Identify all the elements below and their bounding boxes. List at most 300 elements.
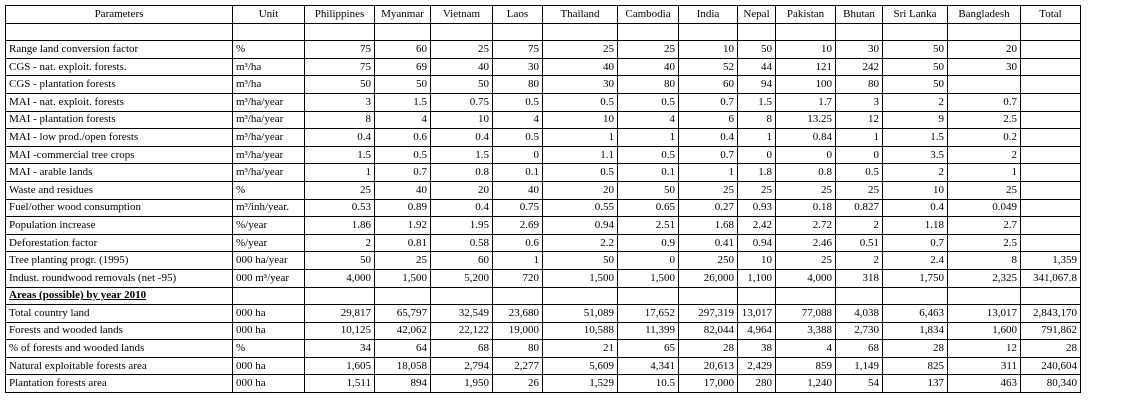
- value-cell: 94: [738, 76, 776, 94]
- column-header-sri-lanka: Sri Lanka: [883, 6, 948, 24]
- value-cell: 68: [836, 340, 883, 358]
- table-row: [6, 199, 1081, 217]
- value-cell: 137: [883, 375, 948, 393]
- value-cell: 0.4: [679, 129, 738, 147]
- value-cell: 12: [948, 340, 1021, 358]
- value-cell: 1.95: [431, 217, 493, 235]
- value-cell: 2: [305, 234, 375, 252]
- value-cell: 6: [679, 111, 738, 129]
- value-cell: 18,058: [375, 357, 431, 375]
- value-cell: 1: [738, 129, 776, 147]
- parameter-label: Natural exploitable forests area: [9, 359, 147, 372]
- value-cell: 40: [431, 58, 493, 76]
- value-cell: 25: [948, 181, 1021, 199]
- value-cell: 20: [948, 41, 1021, 59]
- table-row: [6, 93, 1081, 111]
- unit-cell: %/year: [233, 234, 305, 252]
- value-cell: 2,843,170: [1021, 305, 1081, 323]
- value-cell: 240,604: [1021, 357, 1081, 375]
- value-cell: 13.25: [776, 111, 836, 129]
- value-cell: 50: [431, 76, 493, 94]
- value-cell: 50: [543, 252, 618, 270]
- value-cell: [1021, 164, 1081, 182]
- value-cell: 0.7: [948, 93, 1021, 111]
- table-row: [6, 269, 1081, 287]
- value-cell: [1021, 181, 1081, 199]
- table-row: [6, 146, 1081, 164]
- column-header-laos: Laos: [493, 6, 543, 24]
- value-cell: 40: [618, 58, 679, 76]
- unit-cell: 000 ha: [233, 357, 305, 375]
- value-cell: 341,067.8: [1021, 269, 1081, 287]
- value-cell: 0.41: [679, 234, 738, 252]
- parameter-cell: [6, 41, 233, 59]
- value-cell: 50: [618, 181, 679, 199]
- parameter-cell: [6, 305, 233, 323]
- value-cell: 1,500: [618, 269, 679, 287]
- value-cell: [618, 287, 679, 305]
- value-cell: 60: [679, 76, 738, 94]
- column-header-india: India: [679, 6, 738, 24]
- value-cell: 1,500: [375, 269, 431, 287]
- value-cell: 1.5: [738, 93, 776, 111]
- parameter-cell: [6, 269, 233, 287]
- value-cell: 28: [883, 340, 948, 358]
- parameter-label: Waste and residues: [9, 183, 94, 196]
- parameter-label: CGS - plantation forests: [9, 78, 116, 91]
- value-cell: [493, 287, 543, 305]
- parameter-label: Range land conversion factor: [9, 42, 139, 55]
- value-cell: 8: [948, 252, 1021, 270]
- value-cell: 1.1: [543, 146, 618, 164]
- parameter-cell: [6, 375, 233, 393]
- value-cell: 75: [305, 58, 375, 76]
- parameter-cell: [6, 23, 233, 41]
- value-cell: [543, 23, 618, 41]
- unit-cell: m³/ha: [233, 76, 305, 94]
- value-cell: 1,950: [431, 375, 493, 393]
- value-cell: 1.5: [431, 146, 493, 164]
- parameter-label: MAI - low prod./open forests: [9, 130, 139, 143]
- value-cell: 1,240: [776, 375, 836, 393]
- value-cell: 0.75: [431, 93, 493, 111]
- table-header: [6, 6, 1081, 24]
- value-cell: 0.4: [305, 129, 375, 147]
- value-cell: 3: [836, 93, 883, 111]
- value-cell: 1,529: [543, 375, 618, 393]
- value-cell: 0: [493, 146, 543, 164]
- value-cell: 1.5: [883, 129, 948, 147]
- value-cell: 0.1: [493, 164, 543, 182]
- value-cell: 791,862: [1021, 322, 1081, 340]
- blank-row: [6, 23, 1081, 41]
- value-cell: 10: [679, 41, 738, 59]
- value-cell: 250: [679, 252, 738, 270]
- parameter-cell: [6, 234, 233, 252]
- value-cell: 0.1: [618, 164, 679, 182]
- value-cell: 2: [883, 164, 948, 182]
- value-cell: 0.5: [543, 93, 618, 111]
- unit-cell: 000 ha: [233, 322, 305, 340]
- unit-cell: 000 ha: [233, 305, 305, 323]
- value-cell: 2: [883, 93, 948, 111]
- value-cell: 0.5: [543, 164, 618, 182]
- column-header-unit: Unit: [233, 6, 305, 24]
- parameter-cell: [6, 58, 233, 76]
- value-cell: 2: [836, 252, 883, 270]
- value-cell: 1: [679, 164, 738, 182]
- column-header-vietnam: Vietnam: [431, 6, 493, 24]
- table-row: [6, 340, 1081, 358]
- value-cell: 1,605: [305, 357, 375, 375]
- value-cell: 100: [776, 76, 836, 94]
- unit-cell: %: [233, 181, 305, 199]
- value-cell: [836, 287, 883, 305]
- table-row: [6, 129, 1081, 147]
- value-cell: [883, 287, 948, 305]
- value-cell: 20,613: [679, 357, 738, 375]
- value-cell: 22,122: [431, 322, 493, 340]
- value-cell: 9: [883, 111, 948, 129]
- value-cell: 20: [543, 181, 618, 199]
- value-cell: 0.827: [836, 199, 883, 217]
- value-cell: 5,200: [431, 269, 493, 287]
- value-cell: 2.42: [738, 217, 776, 235]
- value-cell: 1: [493, 252, 543, 270]
- table-row: [6, 305, 1081, 323]
- section-row: [6, 287, 1081, 305]
- value-cell: 0.93: [738, 199, 776, 217]
- parameter-cell: [6, 111, 233, 129]
- value-cell: [883, 23, 948, 41]
- table-row: [6, 181, 1081, 199]
- unit-cell: m³/ha/year: [233, 129, 305, 147]
- value-cell: [493, 23, 543, 41]
- value-cell: 40: [493, 181, 543, 199]
- value-cell: 19,000: [493, 322, 543, 340]
- parameter-cell: [6, 76, 233, 94]
- parameter-cell: [6, 252, 233, 270]
- value-cell: 0.27: [679, 199, 738, 217]
- value-cell: [1021, 217, 1081, 235]
- value-cell: [543, 287, 618, 305]
- value-cell: 463: [948, 375, 1021, 393]
- value-cell: 30: [543, 76, 618, 94]
- value-cell: 0.84: [776, 129, 836, 147]
- value-cell: 75: [305, 41, 375, 59]
- parameter-label: Tree planting progr. (1995): [9, 254, 129, 267]
- value-cell: [431, 287, 493, 305]
- value-cell: 34: [305, 340, 375, 358]
- value-cell: 54: [836, 375, 883, 393]
- value-cell: 0.4: [883, 199, 948, 217]
- value-cell: 2: [836, 217, 883, 235]
- unit-cell: m³/ha/year: [233, 164, 305, 182]
- table-row: [6, 322, 1081, 340]
- value-cell: 25: [776, 252, 836, 270]
- value-cell: 10: [738, 252, 776, 270]
- parameter-label: Total country land: [9, 306, 90, 319]
- value-cell: 28: [1021, 340, 1081, 358]
- value-cell: 0.94: [738, 234, 776, 252]
- value-cell: 4: [375, 111, 431, 129]
- parameter-cell: [6, 322, 233, 340]
- value-cell: 0.4: [431, 199, 493, 217]
- value-cell: 1.18: [883, 217, 948, 235]
- table-row: [6, 357, 1081, 375]
- value-cell: 64: [375, 340, 431, 358]
- value-cell: 10: [883, 181, 948, 199]
- value-cell: 80: [493, 340, 543, 358]
- parameter-label: MAI - plantation forests: [9, 113, 116, 126]
- value-cell: 5,609: [543, 357, 618, 375]
- value-cell: [1021, 111, 1081, 129]
- parameters-table: [5, 5, 1081, 393]
- value-cell: 25: [776, 181, 836, 199]
- value-cell: 25: [543, 41, 618, 59]
- value-cell: 2,730: [836, 322, 883, 340]
- value-cell: [1021, 23, 1081, 41]
- value-cell: 80: [493, 76, 543, 94]
- value-cell: 0: [618, 252, 679, 270]
- value-cell: 13,017: [948, 305, 1021, 323]
- value-cell: 242: [836, 58, 883, 76]
- value-cell: 280: [738, 375, 776, 393]
- column-header-cambodia: Cambodia: [618, 6, 679, 24]
- unit-cell: %/year: [233, 217, 305, 235]
- unit-cell: 000 m³/year: [233, 269, 305, 287]
- value-cell: 29,817: [305, 305, 375, 323]
- table-row: [6, 234, 1081, 252]
- value-cell: 3: [305, 93, 375, 111]
- value-cell: 2.4: [883, 252, 948, 270]
- value-cell: 1,511: [305, 375, 375, 393]
- value-cell: 0.5: [493, 93, 543, 111]
- value-cell: 32,549: [431, 305, 493, 323]
- value-cell: 1.5: [375, 93, 431, 111]
- value-cell: [836, 23, 883, 41]
- value-cell: [1021, 146, 1081, 164]
- value-cell: [1021, 41, 1081, 59]
- column-header-pakistan: Pakistan: [776, 6, 836, 24]
- value-cell: 297,319: [679, 305, 738, 323]
- value-cell: [1021, 129, 1081, 147]
- value-cell: 4: [493, 111, 543, 129]
- value-cell: [738, 23, 776, 41]
- value-cell: 30: [493, 58, 543, 76]
- value-cell: [1021, 287, 1081, 305]
- value-cell: 1,750: [883, 269, 948, 287]
- value-cell: 0.89: [375, 199, 431, 217]
- value-cell: 0: [776, 146, 836, 164]
- value-cell: 0.53: [305, 199, 375, 217]
- value-cell: 2.72: [776, 217, 836, 235]
- parameter-cell: [6, 199, 233, 217]
- value-cell: 50: [305, 252, 375, 270]
- value-cell: 4: [776, 340, 836, 358]
- value-cell: [305, 23, 375, 41]
- value-cell: 17,000: [679, 375, 738, 393]
- value-cell: 0.18: [776, 199, 836, 217]
- value-cell: 1,834: [883, 322, 948, 340]
- table-row: [6, 217, 1081, 235]
- value-cell: 1.92: [375, 217, 431, 235]
- unit-cell: %: [233, 340, 305, 358]
- value-cell: 25: [375, 252, 431, 270]
- unit-cell: m³/ha/year: [233, 93, 305, 111]
- value-cell: 25: [679, 181, 738, 199]
- parameter-cell: [6, 181, 233, 199]
- column-header-bangladesh: Bangladesh: [948, 6, 1021, 24]
- value-cell: 2,325: [948, 269, 1021, 287]
- value-cell: 0.6: [375, 129, 431, 147]
- value-cell: [948, 23, 1021, 41]
- value-cell: 1,100: [738, 269, 776, 287]
- value-cell: [776, 23, 836, 41]
- value-cell: 311: [948, 357, 1021, 375]
- parameter-cell: [6, 287, 233, 305]
- value-cell: 0.94: [543, 217, 618, 235]
- parameter-cell: [6, 217, 233, 235]
- value-cell: 1: [836, 129, 883, 147]
- header-row: [6, 6, 1081, 24]
- value-cell: 720: [493, 269, 543, 287]
- unit-cell: m³/inh/year.: [233, 199, 305, 217]
- parameter-label: MAI - nat. exploit. forests: [9, 95, 124, 108]
- value-cell: 68: [431, 340, 493, 358]
- parameter-label: Indust. roundwood removals (net -95): [9, 271, 177, 284]
- parameter-cell: [6, 357, 233, 375]
- value-cell: 10.5: [618, 375, 679, 393]
- value-cell: 0.8: [776, 164, 836, 182]
- value-cell: 13,017: [738, 305, 776, 323]
- unit-cell: m³/ha/year: [233, 111, 305, 129]
- value-cell: 121: [776, 58, 836, 76]
- parameter-cell: [6, 340, 233, 358]
- value-cell: 8: [738, 111, 776, 129]
- value-cell: 69: [375, 58, 431, 76]
- value-cell: 80: [836, 76, 883, 94]
- value-cell: 42,062: [375, 322, 431, 340]
- value-cell: 0.2: [948, 129, 1021, 147]
- value-cell: 0.75: [493, 199, 543, 217]
- parameter-label: CGS - nat. exploit. forests.: [9, 60, 127, 73]
- table-row: [6, 252, 1081, 270]
- parameter-label: Forests and wooded lands: [9, 324, 123, 337]
- value-cell: [375, 23, 431, 41]
- value-cell: 6,463: [883, 305, 948, 323]
- value-cell: 10,125: [305, 322, 375, 340]
- value-cell: 1,600: [948, 322, 1021, 340]
- value-cell: 17,652: [618, 305, 679, 323]
- value-cell: 1: [618, 129, 679, 147]
- value-cell: 80,340: [1021, 375, 1081, 393]
- value-cell: 0.7: [883, 234, 948, 252]
- value-cell: 4,341: [618, 357, 679, 375]
- value-cell: 21: [543, 340, 618, 358]
- value-cell: 10: [543, 111, 618, 129]
- table-row: [6, 41, 1081, 59]
- value-cell: 10: [431, 111, 493, 129]
- value-cell: 4,964: [738, 322, 776, 340]
- table-row: [6, 76, 1081, 94]
- value-cell: 50: [738, 41, 776, 59]
- value-cell: 0.5: [836, 164, 883, 182]
- value-cell: 25: [618, 41, 679, 59]
- value-cell: 0.81: [375, 234, 431, 252]
- value-cell: 1,500: [543, 269, 618, 287]
- table-body: [6, 23, 1081, 392]
- parameter-label: MAI -commercial tree crops: [9, 148, 135, 161]
- value-cell: 3,388: [776, 322, 836, 340]
- value-cell: 40: [543, 58, 618, 76]
- value-cell: 1,149: [836, 357, 883, 375]
- value-cell: 1.5: [305, 146, 375, 164]
- value-cell: 2.69: [493, 217, 543, 235]
- value-cell: 25: [305, 181, 375, 199]
- parameter-label: Fuel/other wood consumption: [9, 201, 141, 214]
- value-cell: 4: [618, 111, 679, 129]
- value-cell: 77,088: [776, 305, 836, 323]
- unit-cell: m³/ha/year: [233, 146, 305, 164]
- table-row: [6, 164, 1081, 182]
- unit-cell: 000 ha: [233, 375, 305, 393]
- value-cell: [1021, 93, 1081, 111]
- value-cell: 65: [618, 340, 679, 358]
- value-cell: 3.5: [883, 146, 948, 164]
- column-header-total: Total: [1021, 6, 1081, 24]
- value-cell: 0.65: [618, 199, 679, 217]
- value-cell: 0.9: [618, 234, 679, 252]
- parameter-label: Population increase: [9, 218, 96, 231]
- value-cell: [1021, 76, 1081, 94]
- value-cell: 1: [305, 164, 375, 182]
- value-cell: 50: [883, 41, 948, 59]
- value-cell: 894: [375, 375, 431, 393]
- value-cell: 0.049: [948, 199, 1021, 217]
- value-cell: 50: [883, 58, 948, 76]
- value-cell: [1021, 199, 1081, 217]
- value-cell: 859: [776, 357, 836, 375]
- value-cell: 26,000: [679, 269, 738, 287]
- value-cell: 8: [305, 111, 375, 129]
- value-cell: [431, 23, 493, 41]
- value-cell: 2: [948, 146, 1021, 164]
- value-cell: 318: [836, 269, 883, 287]
- value-cell: [1021, 234, 1081, 252]
- parameter-cell: [6, 146, 233, 164]
- column-header-parameters: Parameters: [6, 6, 233, 24]
- value-cell: 0: [738, 146, 776, 164]
- value-cell: 4,038: [836, 305, 883, 323]
- value-cell: 23,680: [493, 305, 543, 323]
- value-cell: 1.8: [738, 164, 776, 182]
- value-cell: 26: [493, 375, 543, 393]
- value-cell: 65,797: [375, 305, 431, 323]
- value-cell: 50: [883, 76, 948, 94]
- value-cell: 51,089: [543, 305, 618, 323]
- column-header-philippines: Philippines: [305, 6, 375, 24]
- value-cell: 11,399: [618, 322, 679, 340]
- parameter-cell: [6, 129, 233, 147]
- value-cell: 1.7: [776, 93, 836, 111]
- value-cell: [679, 287, 738, 305]
- value-cell: 2.7: [948, 217, 1021, 235]
- parameter-cell: [6, 164, 233, 182]
- value-cell: 0: [836, 146, 883, 164]
- value-cell: 82,044: [679, 322, 738, 340]
- value-cell: 1.68: [679, 217, 738, 235]
